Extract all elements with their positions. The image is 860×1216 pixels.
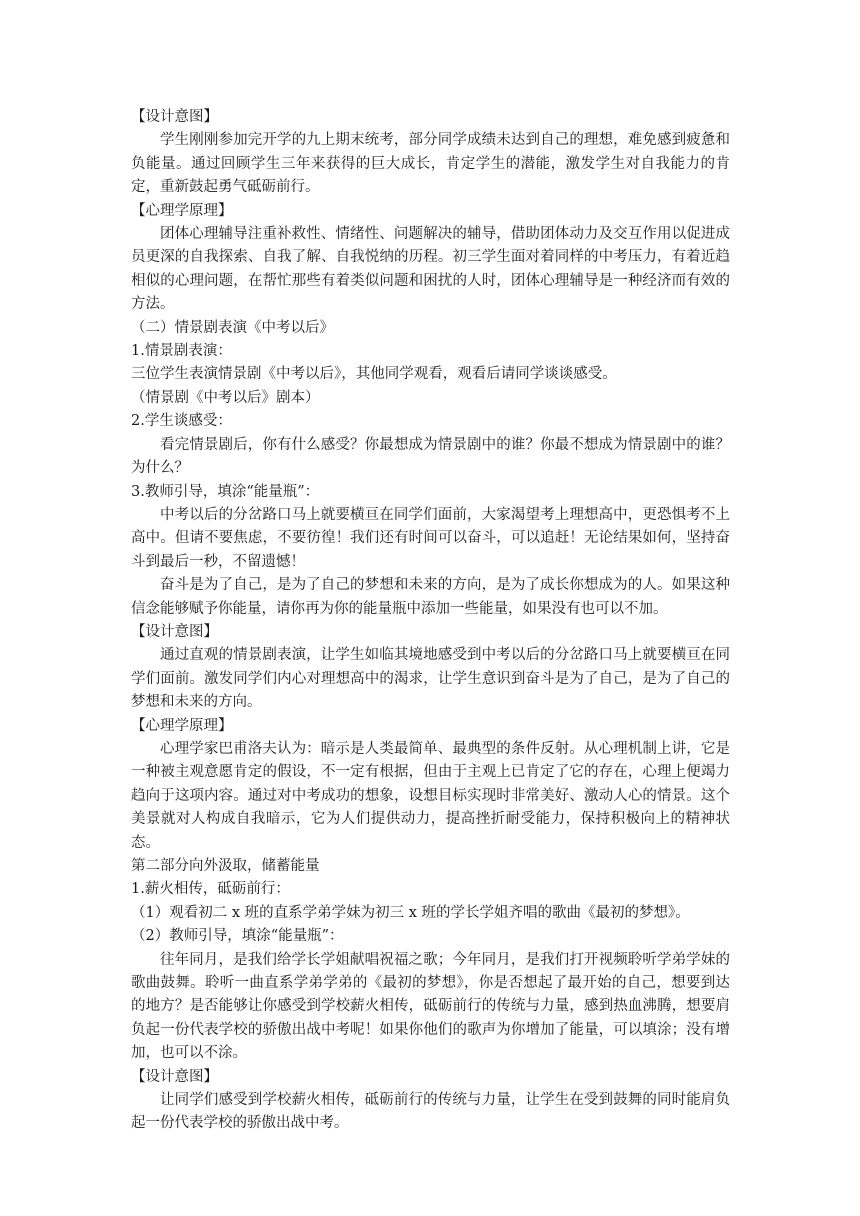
list-item: 2.学生谈感受： bbox=[131, 413, 232, 430]
paragraph: 团体心理辅导注重补救性、情绪性、问题解决的辅导，借助团体动力及交互作用以促进成员更深的自我探索、自我了解、自我悦纳的历程。初三学生面对着同样的中考压力，有着近趋相似的心理问题，在帮忙那些有着类似问题和困扰的人时，团体心理辅导是一种经济而有效的方法。 bbox=[131, 226, 730, 313]
section-heading: 【设计意图】 bbox=[131, 109, 218, 125]
section-heading: 【设计意图】 bbox=[131, 1068, 218, 1085]
list-item: 1.情景剧表演： bbox=[131, 343, 232, 360]
section-heading: 【心理学原理】 bbox=[131, 202, 233, 219]
paragraph: 看完情景剧后，你有什么感受？你最想成为情景剧中的谁？你最不想成为情景剧中的谁？为什么？ bbox=[131, 436, 730, 477]
paragraph: 让同学们感受到学校薪火相传，砥砺前行的传统与力量，让学生在受到鼓舞的同时能肩负起一份代表学校的骄傲出战中考。 bbox=[131, 1092, 730, 1132]
paragraph: 三位学生表演情景剧《中考以后》，其他同学观看，观看后请同学谈谈感受。 bbox=[131, 366, 617, 383]
paragraph: 奋斗是为了自己，是为了自己的梦想和未来的方向，是为了成长你想成为的人。如果这种信念能够赋予你能量，请你再为你的能量瓶中添加一些能量，如果没有也可以不加。 bbox=[131, 577, 730, 617]
paragraph: （情景剧《中考以后》剧本） bbox=[131, 389, 320, 406]
list-item: 3.教师引导，填涂“能量瓶”： bbox=[131, 483, 320, 500]
paragraph: 中考以后的分岔路口马上就要横亘在同学们面前，大家渴望考上理想高中，更恐惧考不上高中。但请不要焦虑，不要彷徨！我们还有时间可以奋斗，可以追赶！无论结果如何，坚持奋斗到最后一秒，不留遗憾！ bbox=[131, 506, 730, 570]
paragraph: 往年同月，是我们给学长学姐献唱祝福之歌；今年同月，是我们打开视频聆听学弟学妹的歌曲鼓舞。聆听一曲直系学弟学弟的《最初的梦想》，你是否想起了最开始的自己，想要到达的地方？是否能够让你感受到学校薪火相传，砥砺前行的传统与力量，感到热血沸腾，想要肩负起一份代表学校的骄傲出战中考呢！如果你他们的歌声为你增加了能量，可以填涂；没有增加，也可以不涂。 bbox=[131, 951, 730, 1062]
list-item: 1.薪火相传，砥砺前行： bbox=[131, 881, 290, 898]
paragraph: 通过直观的情景剧表演，让学生如临其境地感受到中考以后的分岔路口马上就要横亘在同学们面前。激发同学们内心对理想高中的渴求，让学生意识到奋斗是为了自己，是为了自己的梦想和未来的方向。 bbox=[131, 647, 730, 711]
section-heading: 【心理学原理】 bbox=[131, 717, 233, 734]
list-item: （2）教师引导，填涂“能量瓶”： bbox=[131, 928, 344, 945]
paragraph: 心理学家巴甫洛夫认为：暗示是人类最简单、最典型的条件反射。从心理机制上讲，它是一种被主观意愿肯定的假设，不一定有根据，但由于主观上已肯定了它的存在，心理上便竭力趋向于这项内容。通过对中考成功的想象，设想目标实现时非常美好、激动人心的情景。这个美景就对人构成自我暗示，它为人们提供动力，提高挫折耐受能力，保持积极向上的精神状态。 bbox=[131, 740, 730, 851]
list-item: （1）观看初二 x 班的直系学弟学妹为初三 x 班的学长学姐齐唱的歌曲《最初的梦想》。 bbox=[131, 904, 690, 921]
section-heading: 【设计意图】 bbox=[131, 623, 218, 640]
part-heading: 第二部分向外汲取，储蓄能量 bbox=[131, 858, 320, 874]
paragraph: 学生刚刚参加完开学的九上期末统考，部分同学成绩未达到自己的理想，难免感到疲惫和负能量。通过回顾学生三年来获得的巨大成长，肯定学生的潜能，激发学生对自我能力的肯定，重新鼓起勇气砥砺前行。 bbox=[131, 132, 730, 196]
document-page bbox=[131, 106, 730, 1136]
subsection-heading: （二）情景剧表演《中考以后》 bbox=[131, 319, 334, 336]
